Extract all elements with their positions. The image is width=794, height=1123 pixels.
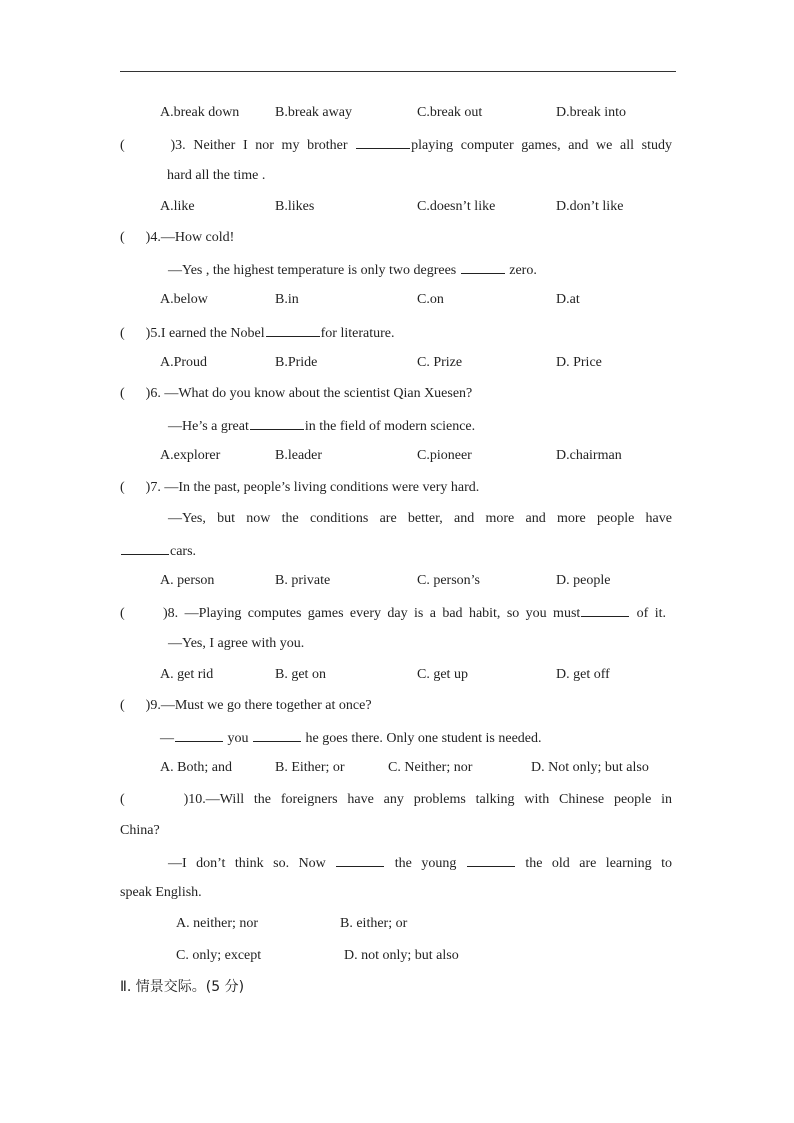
q10-text: )10.—Will the foreigners have any problems talking with Chinese people in — [183, 792, 672, 807]
q6-option-d: D.chairman — [556, 448, 622, 463]
q4-blank[interactable] — [461, 260, 505, 274]
section-title: Ⅱ. 情景交际。(5 分) — [120, 979, 245, 995]
q8-option-b: B. get on — [275, 667, 326, 682]
q7-question — [120, 479, 479, 497]
q10-option-b: B. either; or — [340, 916, 408, 931]
q8-option-c: C. get up — [417, 667, 468, 682]
q10-reply — [168, 853, 672, 873]
q5-text: )5.I earned the Nobel — [145, 326, 265, 341]
q6-option-b: B.leader — [275, 448, 323, 463]
q6-question — [120, 385, 472, 403]
q10-option-c: C. only; except — [176, 948, 262, 963]
q4-reply-b: zero. — [509, 263, 537, 278]
q5-question — [120, 323, 394, 343]
q7-option-b: B. private — [275, 573, 331, 588]
q5-text-b: for literature. — [320, 326, 395, 341]
q7-reply-end-line — [120, 541, 196, 561]
q6-reply — [168, 416, 475, 436]
q6-option-c: C.pioneer — [417, 448, 472, 463]
q9-option-c: C. Neither; nor — [388, 760, 473, 775]
q4-option-d: D.at — [556, 292, 580, 307]
q5-option-c: C. Prize — [417, 355, 463, 370]
q8-question — [120, 603, 666, 623]
q8-option-d: D. get off — [556, 667, 610, 682]
q2-option-d: D.break into — [556, 105, 626, 120]
q5-option-a: A.Proud — [160, 355, 208, 370]
q3-number: )3. — [170, 138, 186, 153]
q9-reply — [160, 728, 542, 748]
q6-open-paren: ( — [120, 386, 125, 401]
q6-text: )6. —What do you know about the scientist Qian Xuesen? — [145, 386, 473, 401]
q6-reply-a: —He’s a great — [168, 419, 249, 434]
q5-open-paren: ( — [120, 326, 125, 341]
q8-open-paren: ( — [120, 606, 125, 621]
q7-option-d: D. people — [556, 573, 611, 588]
q8-reply: —Yes, I agree with you. — [168, 636, 305, 651]
q9-reply-b: you — [227, 731, 249, 746]
q9-option-a: A. Both; and — [160, 760, 232, 775]
q10-reply-a: —I don’t think so. Now — [168, 856, 326, 871]
q3-open-paren: ( — [120, 138, 125, 153]
q5-option-b: B.Pride — [275, 355, 318, 370]
q10-option-d: D. not only; but also — [344, 948, 459, 963]
q4-option-c: C.on — [417, 292, 444, 307]
q3-text-b: playing computer games, and we all study — [411, 138, 672, 153]
q9-reply-c: he goes there. Only one student is needed. — [305, 731, 542, 746]
q4-reply-a: —Yes , the highest temperature is only two degrees — [168, 263, 457, 278]
q3-option-d: D.don’t like — [556, 199, 624, 214]
q9-option-d: D. Not only; but also — [531, 760, 649, 775]
q2-option-b: B.break away — [275, 105, 352, 120]
q2-option-c: C.break out — [417, 105, 483, 120]
q5-option-d: D. Price — [556, 355, 602, 370]
q7-blank[interactable] — [121, 541, 169, 555]
header-rule — [120, 71, 676, 72]
q3-option-c: C.doesn’t like — [417, 199, 496, 214]
q10-question — [120, 791, 672, 809]
q9-question — [120, 697, 372, 715]
q4-option-a: A.below — [160, 292, 208, 307]
q10-reply-c: the old are learning to — [525, 856, 673, 871]
q8-blank[interactable] — [581, 603, 629, 617]
q10-reply-end: speak English. — [120, 885, 202, 900]
q10-option-a: A. neither; nor — [176, 916, 259, 931]
q5-blank[interactable] — [266, 323, 320, 337]
q10-reply-b: the young — [394, 856, 457, 871]
q4-question — [120, 229, 234, 247]
q4-option-b: B.in — [275, 292, 299, 307]
q8-option-a: A. get rid — [160, 667, 214, 682]
q9-blank-1[interactable] — [175, 728, 223, 742]
q6-blank[interactable] — [250, 416, 304, 430]
q10-open-paren: ( — [120, 792, 125, 807]
q3-option-b: B.likes — [275, 199, 315, 214]
q7-option-a: A. person — [160, 573, 215, 588]
q7-reply: —Yes, but now the conditions are better, and more and more people have — [168, 511, 672, 526]
q3-text-c: hard all the time . — [167, 168, 266, 183]
q9-blank-2[interactable] — [253, 728, 301, 742]
q3-question — [120, 135, 672, 155]
q10-blank-1[interactable] — [336, 853, 384, 867]
q9-option-b: B. Either; or — [275, 760, 345, 775]
q4-text: )4.—How cold! — [145, 230, 235, 245]
q6-reply-b: in the field of modern science. — [304, 419, 476, 434]
q10-text-end: China? — [120, 823, 160, 838]
q8-text-b: of it. — [636, 606, 667, 621]
q2-option-a: A.break down — [160, 105, 240, 120]
q10-blank-2[interactable] — [467, 853, 515, 867]
q7-open-paren: ( — [120, 480, 125, 495]
q6-option-a: A.explorer — [160, 448, 221, 463]
q4-open-paren: ( — [120, 230, 125, 245]
q8-text: )8. —Playing computes games every day is a bad habit, so you must — [163, 606, 581, 621]
q9-open-paren: ( — [120, 698, 125, 713]
q9-reply-a: — — [160, 731, 174, 746]
q9-text: )9.—Must we go there together at once? — [145, 698, 372, 713]
q7-option-c: C. person’s — [417, 573, 480, 588]
q3-option-a: A.like — [160, 199, 195, 214]
q7-reply-end: cars. — [170, 544, 197, 559]
q7-text: )7. —In the past, people’s living conditions were very hard. — [145, 480, 480, 495]
q4-reply — [168, 260, 537, 280]
q3-text-a: Neither I nor my brother — [193, 138, 348, 153]
q3-blank[interactable] — [356, 135, 410, 149]
